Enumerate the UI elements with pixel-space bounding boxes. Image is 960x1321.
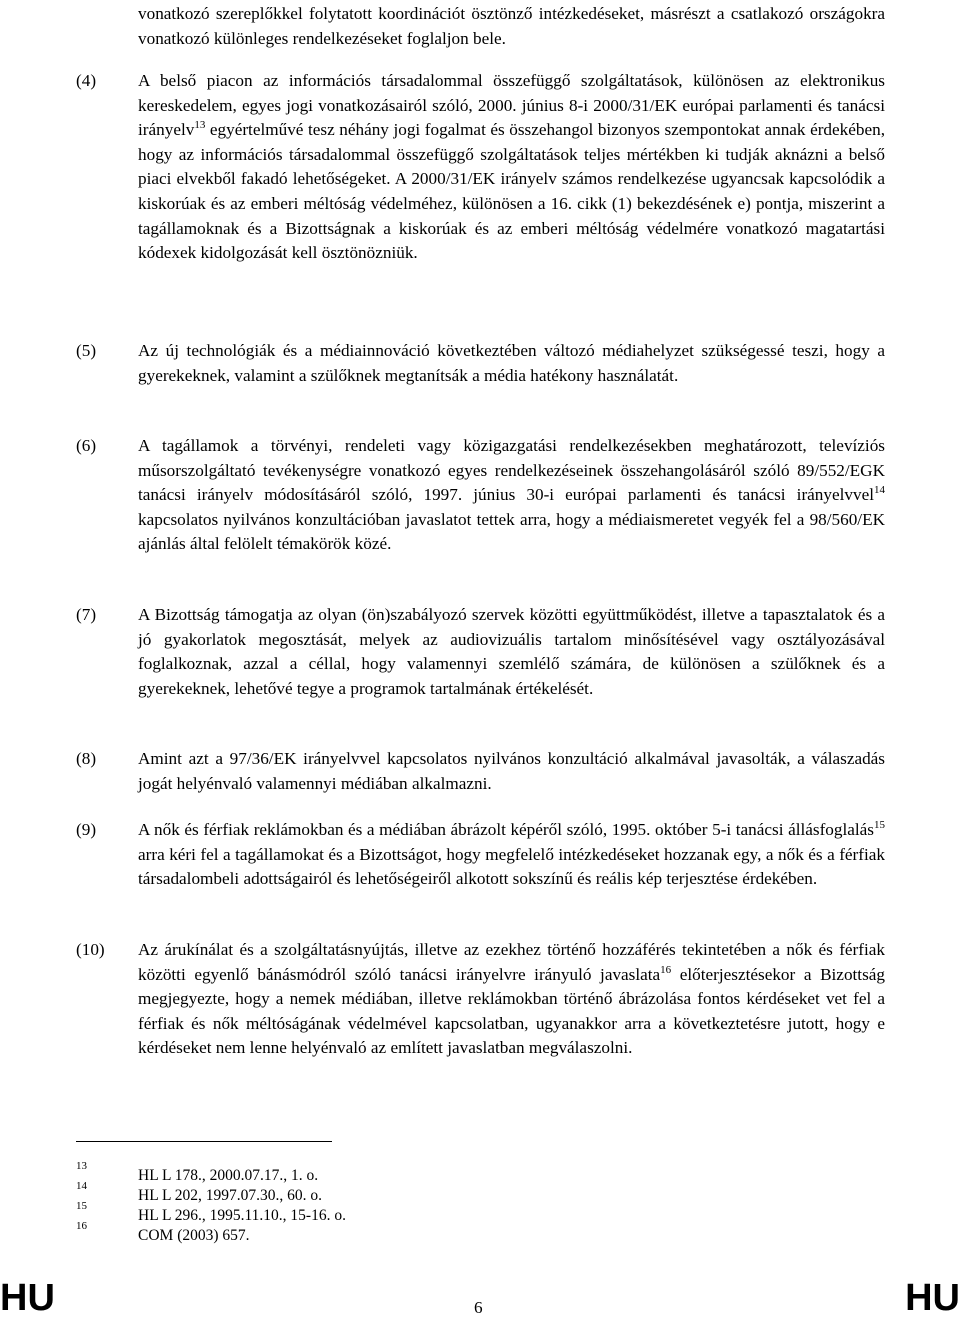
footnote-text: COM (2003) 657. — [138, 1227, 250, 1244]
paragraph-number: (6) — [76, 436, 97, 455]
paragraph-text: A Bizottság támogatja az olyan (ön)szabályozó szervek közötti együttműködést, illetve a tapasztalatok és a jó gyakorlatok megosztását, melyek az audiovizuális tartalom minősítésével vagy osztályozásával foglalkoznak, azzal a céllal, hogy valamennyi szemlélő számára, de különösen a szülőknek és a gyerekeknek, lehetővé tegye a programok tartalmának értékelését. — [138, 605, 885, 698]
language-code-right: HU — [905, 1277, 960, 1319]
footnote-number: 16 — [76, 1220, 87, 1232]
paragraph-text: A nők és férfiak reklámokban és a médiában ábrázolt képéről szóló, 1995. október 5-i tanácsi állásfoglalás$^{15}$ arra kéri fel a tagállamokat és a Bizottságot, hogy megfelelő intézkedéseket hozzanak egy, a nők és a férfiak társadalombeli adottságairól és lehetőségeiről alkotott sokszínű és reális kép terjesztése érdekében. — [138, 819, 885, 889]
intro-line-1: vonatkozó szereplőkkel folytatott koordinációt ösztönző intézkedéseket, másrészt a — [138, 4, 725, 23]
footnote-text: HL L 296., 1995.11.10., 15-16. o. — [138, 1207, 346, 1224]
paragraph-text: Az új technológiák és a médiainnováció következtében változó médiahelyzet szükségessé teszi, hogy a gyerekeknek, valamint a szülőknek megtanítsák a média hatékony használatát. — [138, 341, 885, 385]
intro-line-2: csatlakozó országokra vonatkozó különleges rendelkezéseket foglaljon bele. — [138, 4, 886, 48]
paragraph-text: A tagállamok a törvényi, rendeleti vagy közigazgatási rendelkezésekben meghatározott, televíziós műsorszolgáltató tevékenységre vonatkozó egyes rendelkezéseinek összehangolásáról szóló 89/552/EGK tanácsi irányelv módosításáról szóló, 1997. június 30-i európai parlamenti és tanácsi irányelvvel$^{14}$ kapcsolatos nyilvános konzultációban javaslatot tettek arra, hogy a médiaismeretet vegyék fel a 98/560/EK ajánlás által felölelt témakörök közé. — [138, 436, 885, 554]
page-number: 6 — [474, 1298, 483, 1317]
paragraph-text: Amint azt a 97/36/EK irányelvvel kapcsolatos nyilvános konzultáció alkalmával javasolták, a válaszadás jogát helyénvaló valamennyi médiában alkalmazni. — [138, 749, 885, 793]
paragraph-number: (4) — [76, 71, 97, 90]
language-code-left: HU — [0, 1277, 55, 1319]
paragraph-text: A belső piacon az információs társadalommal összefüggő szolgáltatások, különösen az elektronikus kereskedelem, egyes jogi vonatkozásairól szóló, 2000. június 8-i 2000/31/EK európai parlamenti és tanácsi irányelv$^{13}$ egyértelművé tesz néhány jogi fogalmat és összehangol bizonyos szempontokat annak érdekében, hogy az információs társadalommal összefüggő szolgáltatások teljes mértékben ki tudják aknázni a belső piaci elvekből fakadó lehetőségeket. A 2000/31/EK irányelv számos rendelkezése ugyancsak kapcsolódik a kiskorúak és az emberi méltóság védelméhez, különösen a 16. cikk (1) bekezdésének e) pontja, miszerint a tagállamoknak és a Bizottságnak a kiskorúak és az emberi méltóság védelmére vonatkozó magatartási kódexek kidolgozását kell ösztönözniük. — [138, 71, 885, 263]
paragraph-number: (8) — [76, 749, 97, 768]
paragraph-text: Az árukínálat és a szolgáltatásnyújtás, illetve az ezekhez történő hozzáférés tekintetében a nők és férfiak közötti egyenlő bánásmódról szóló tanácsi irányelvre irányuló javaslata$^{16}$ előterjesztésekor a Bizottság megjegyezte, hogy a nemek médiában, illetve reklámokban történő ábrázolása fontos kérdéseket vet fel a férfiak és nők méltóságának védelmével kapcsolatban, ugyanakkor arra a következtetésre jutott, hogy e kérdéseket nem lenne helyénvaló az említett javaslatban megválaszolni. — [138, 940, 885, 1058]
footnote-ref-13[interactable]: 13 — [194, 119, 206, 132]
footnote-number: 13 — [76, 1160, 87, 1172]
footnote-separator — [76, 1141, 332, 1142]
footnote-ref-15[interactable]: 15 — [874, 819, 885, 831]
footnote-ref-14[interactable]: 14 — [874, 484, 885, 497]
paragraph-number: (5) — [76, 341, 97, 360]
footnote-number: 15 — [76, 1200, 87, 1212]
footnote-13 — [0, 1160, 960, 1186]
intro-paragraph — [138, 2, 885, 51]
footnote-text: HL L 178., 2000.07.17., 1. o. — [138, 1167, 319, 1184]
footnote-number: 14 — [76, 1180, 87, 1192]
footnote-15 — [0, 1200, 960, 1226]
paragraph-number: (7) — [76, 605, 97, 624]
paragraph-number: (9) — [76, 820, 97, 839]
footnote-14 — [0, 1180, 960, 1206]
footnote-ref-16[interactable]: 16 — [660, 963, 672, 976]
footnote-text: HL L 202, 1997.07.30., 60. o. — [138, 1187, 322, 1204]
paragraph-number: (10) — [76, 940, 105, 959]
footnote-16 — [0, 1220, 960, 1246]
